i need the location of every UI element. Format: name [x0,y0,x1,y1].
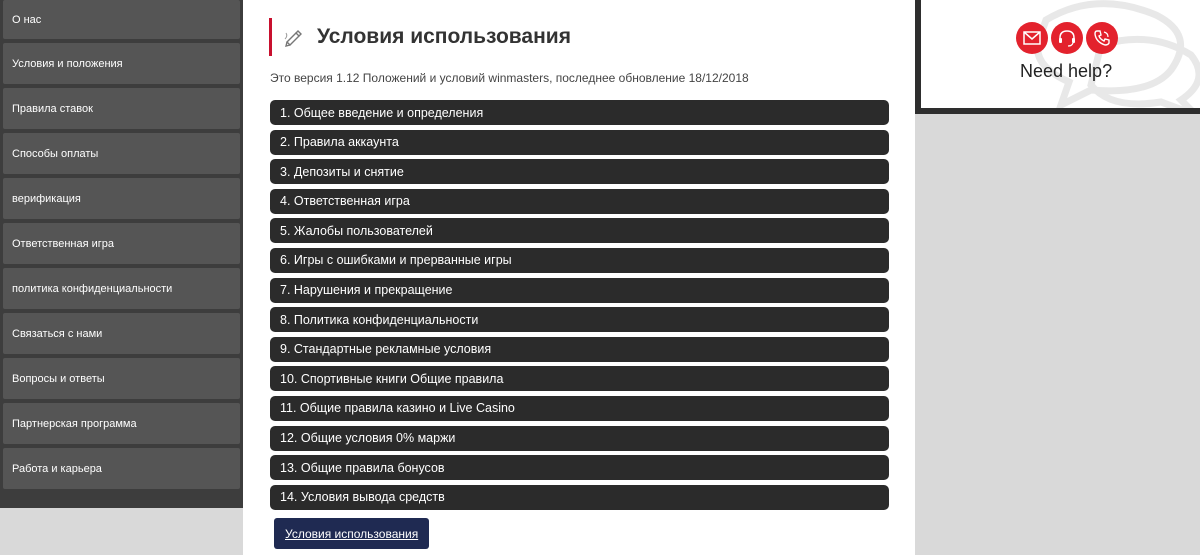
version-text: Это версия 1.12 Положений и условий winmasters, последнее обновление 18/12/2018 [270,71,749,85]
sidebar-item-label: Ответственная игра [12,237,115,250]
section-sportsbook-rules[interactable]: 10. Спортивные книги Общие правила [270,366,889,391]
help-icons [1016,22,1118,54]
sidebar-item-label: О нас [12,13,42,26]
section-privacy-policy[interactable]: 8. Политика конфиденциальности [270,307,889,332]
sidebar-item-about[interactable] [3,0,240,39]
sections-list [270,100,889,514]
sidebar-item-privacy-policy[interactable] [3,268,240,309]
section-general-intro[interactable]: 1. Общее введение и определения [270,100,889,125]
sidebar-item-verification[interactable] [3,178,240,219]
help-widget[interactable] [915,0,1200,114]
chat-bubbles-icon [921,0,1200,108]
section-bonus-rules[interactable]: 13. Общие правила бонусов [270,455,889,480]
sidebar-item-label: Связаться с нами [12,327,103,340]
section-deposits-withdrawals[interactable]: 3. Депозиты и снятие [270,159,889,184]
sidebar-item-label: политика конфиденциальности [12,282,173,295]
sidebar-item-responsible-gaming[interactable] [3,223,240,264]
section-violations-termination[interactable]: 7. Нарушения и прекращение [270,278,889,303]
sidebar [0,0,243,508]
headset-icon[interactable] [1051,22,1083,54]
sidebar-item-faq[interactable] [3,358,240,399]
section-zero-margin[interactable]: 12. Общие условия 0% маржи [270,426,889,451]
page-title-row [269,18,571,56]
section-withdrawal-terms[interactable]: 14. Условия вывода средств [270,485,889,510]
section-faulty-games[interactable]: 6. Игры с ошибками и прерванные игры [270,248,889,273]
sidebar-item-betting-rules[interactable] [3,88,240,129]
sidebar-item-careers[interactable] [3,448,240,489]
sidebar-item-label: Условия и положения [12,57,123,70]
section-account-rules[interactable]: 2. Правила аккаунта [270,130,889,155]
page-title: Условия использования [317,25,571,48]
sidebar-item-label: Партнерская программа [12,417,137,430]
section-responsible-gaming[interactable]: 4. Ответственная игра [270,189,889,214]
section-promo-terms[interactable]: 9. Стандартные рекламные условия [270,337,889,362]
sidebar-item-label: Работа и карьера [12,462,102,475]
need-help-text: Need help? [1020,61,1113,81]
sidebar-item-affiliate-program[interactable] [3,403,240,444]
section-user-complaints[interactable]: 5. Жалобы пользователей [270,218,889,243]
sidebar-item-label: верификация [12,192,81,205]
phone-icon[interactable] [1086,22,1118,54]
main-content [243,0,915,555]
sidebar-item-label: Способы оплаты [12,147,99,160]
sidebar-item-terms[interactable] [3,43,240,84]
pen-icon [283,27,303,47]
sidebar-item-label: Вопросы и ответы [12,372,105,385]
mail-icon[interactable] [1016,22,1048,54]
sidebar-item-payment-methods[interactable] [3,133,240,174]
section-casino-rules[interactable]: 11. Общие правила казино и Live Casino [270,396,889,421]
sidebar-item-label: Правила ставок [12,102,93,115]
sidebar-item-contact-us[interactable] [3,313,240,354]
terms-of-use-button[interactable]: Условия использования [274,518,429,549]
